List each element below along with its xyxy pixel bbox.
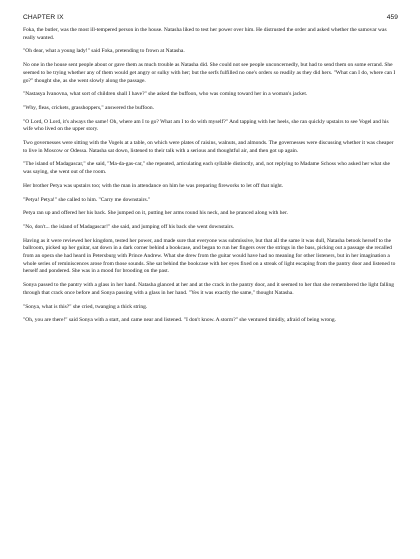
paragraph: Foka, the butler, was the most ill-tempered person in the house. Natasha liked to test her power over him. He distrusted the order and asked whether the samovar was really wanted. [23, 27, 387, 41]
paragraph: Two governesses were sitting with the Vogels at a table, on which were plates of raisins, walnuts, and almonds. The governesses were discussing whether it was cheaper to live in Moscow or Odessa. Natasha sat down, listened to their talk with a serious and thoughtful air, and then got up again. [23, 140, 394, 154]
paragraph: Petya ran up and offered her his back. She jumped on it, putting her arms round his neck, and he pranced along with her. [23, 210, 288, 217]
paragraph: "Oh dear, what a young lady!" said Foka, pretending to frown at Natasha. [23, 48, 185, 55]
page-number: 459 [386, 14, 398, 21]
paragraph: "Why, fleas, crickets, grasshoppers," answered the buffoon. [23, 104, 154, 111]
paragraph: "No, don't... the island of Madagascar!" she said, and jumping off his back she went downstairs. [23, 223, 235, 230]
paragraph: Her brother Petya was upstairs too; with the man in attendance on him he was preparing fireworks to let off that night. [23, 182, 284, 189]
paragraph: "Nastasya Ivanovna, what sort of children shall I have?" she asked the buffoon, who was coming toward her in a woman's jacket. [23, 91, 308, 98]
chapter-title: CHAPTER IX [23, 14, 64, 21]
paragraph: Having as it were reviewed her kingdom, tested her power, and made sure that everyone was submissive, but that all the same it was dull, Natasha betook herself to the ballroom, picked up her guitar, sat down in a dark corner behind a bookcase, and began to run her fingers over the strings in the bass, picking out a passage she recalled from an opera she had heard in Petersburg with Prince Andrew. What she drew from the guitar would have had no meaning for other listeners, but in her imagination a whole series of reminiscences arose from those sounds. She sat behind the bookcase with her eyes fixed on a streak of light escaping from the pantry door and listened to herself and pondered. She was in a mood for brooding on the past. [23, 237, 396, 275]
paragraph: Sonya passed to the pantry with a glass in her hand. Natasha glanced at her and at the crack in the pantry door, and it seemed to her that she remembered the light falling through that crack once before and Sonya passing with a glass in her hand. "Yes it was exactly the same," thought Natasha. [23, 282, 395, 296]
paragraph: "Oh, you are there!" said Sonya with a start, and came near and listened. "I don't know. A storm?" she ventured timidly, afraid of being wrong. [23, 317, 337, 324]
paragraph: No one in the house sent people about or gave them as much trouble as Natasha did. She could not see people unconcernedly, but had to send them on some errand. She seemed to be trying whether any of them would get angry or sulky with her; but the serfs fulfilled no one's orders so readily as they did hers. "What can I do, where can I go?" thought she, as she went slowly along the passage. [23, 62, 396, 84]
document-page [23, 14, 398, 331]
paragraph: "Petya! Petya!" she called to him. "Carry me downstairs." [23, 196, 151, 203]
page-header [23, 14, 398, 22]
paragraph: "O Lord, O Lord, it's always the same! Oh, where am I to go? What am I to do with myself?" And tapping with her heels, she ran quickly upstairs to see Vogel and his wife who lived on the upper story. [23, 118, 389, 133]
paragraph: "The island of Madagascar," she said, "Ma-da-gas-car," she repeated, articulating each syllable distinctly, and, not replying to Madame Schoss who asked her what she was saying, she went out of the room. [23, 161, 390, 176]
page-body [23, 27, 398, 325]
paragraph: "Sonya, what is this?" she cried, twanging a thick string. [23, 303, 148, 310]
